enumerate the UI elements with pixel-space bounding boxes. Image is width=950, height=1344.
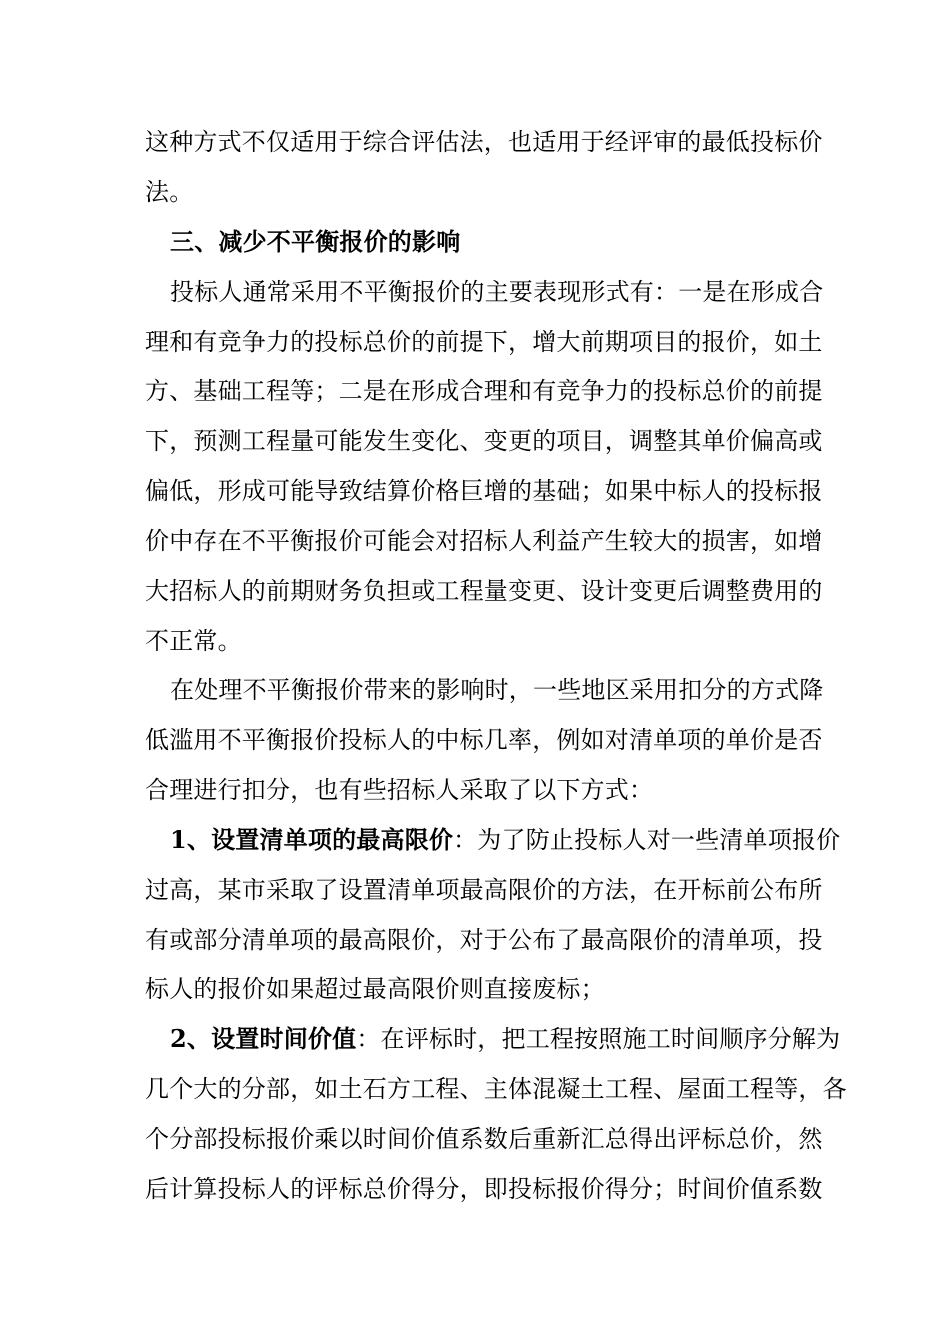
paragraph-line: 低滥用不平衡报价投标人的中标几率，例如对清单项的单价是否	[145, 726, 823, 754]
list-item-title: 2、设置时间价值	[170, 1024, 357, 1053]
paragraph-line: 有或部分清单项的最高限价，对于公布了最高限价的清单项，投	[145, 926, 823, 954]
paragraph-line: 偏低，形成可能导致结算价格巨增的基础；如果中标人的投标报	[145, 477, 823, 505]
paragraph-line: 价中存在不平衡报价可能会对招标人利益产生较大的损害，如增	[145, 527, 823, 555]
paragraph-line: 投标人通常采用不平衡报价的主要表现形式有：一是在形成合	[170, 278, 824, 306]
paragraph-line: 方、基础工程等；二是在形成合理和有竞争力的投标总价的前提	[145, 377, 823, 405]
paragraph-line: 标人的报价如果超过最高限价则直接废标；	[145, 975, 605, 1003]
section-heading: 三、减少不平衡报价的影响	[170, 227, 461, 256]
list-item-line	[170, 824, 840, 856]
paragraph-line: 在处理不平衡报价带来的影响时，一些地区采用扣分的方式降	[170, 676, 824, 704]
paragraph-line: 后计算投标人的评标总价得分，即投标报价得分；时间价值系数	[145, 1175, 823, 1203]
list-item-title: 1、设置清单项的最高限价	[170, 825, 454, 854]
paragraph-line: 法。	[145, 178, 194, 206]
list-item-line	[170, 1023, 840, 1055]
paragraph-line: 合理进行扣分，也有些招标人采取了以下方式：	[145, 776, 654, 804]
paragraph-line: 大招标人的前期财务负担或工程量变更、设计变更后调整费用的	[145, 577, 823, 605]
list-item-text: ：在评标时，把工程按照施工时间顺序分解为	[356, 1025, 841, 1053]
list-item-text: ：为了防止投标人对一些清单项报价	[453, 826, 841, 854]
paragraph-line: 过高，某市采取了设置清单项最高限价的方法，在开标前公布所	[145, 876, 823, 904]
paragraph-line: 这种方式不仅适用于综合评估法，也适用于经评审的最低投标价	[145, 128, 823, 156]
paragraph-line: 下，预测工程量可能发生变化、变更的项目，调整其单价偏高或	[145, 427, 823, 455]
paragraph-line: 理和有竞争力的投标总价的前提下，增大前期项目的报价，如土	[145, 328, 823, 356]
paragraph-line: 个分部投标报价乘以时间价值系数后重新汇总得出评标总价，然	[145, 1125, 823, 1153]
paragraph-line: 不正常。	[145, 627, 242, 655]
paragraph-line: 几个大的分部，如土石方工程、主体混凝土工程、屋面工程等，各	[145, 1075, 847, 1103]
